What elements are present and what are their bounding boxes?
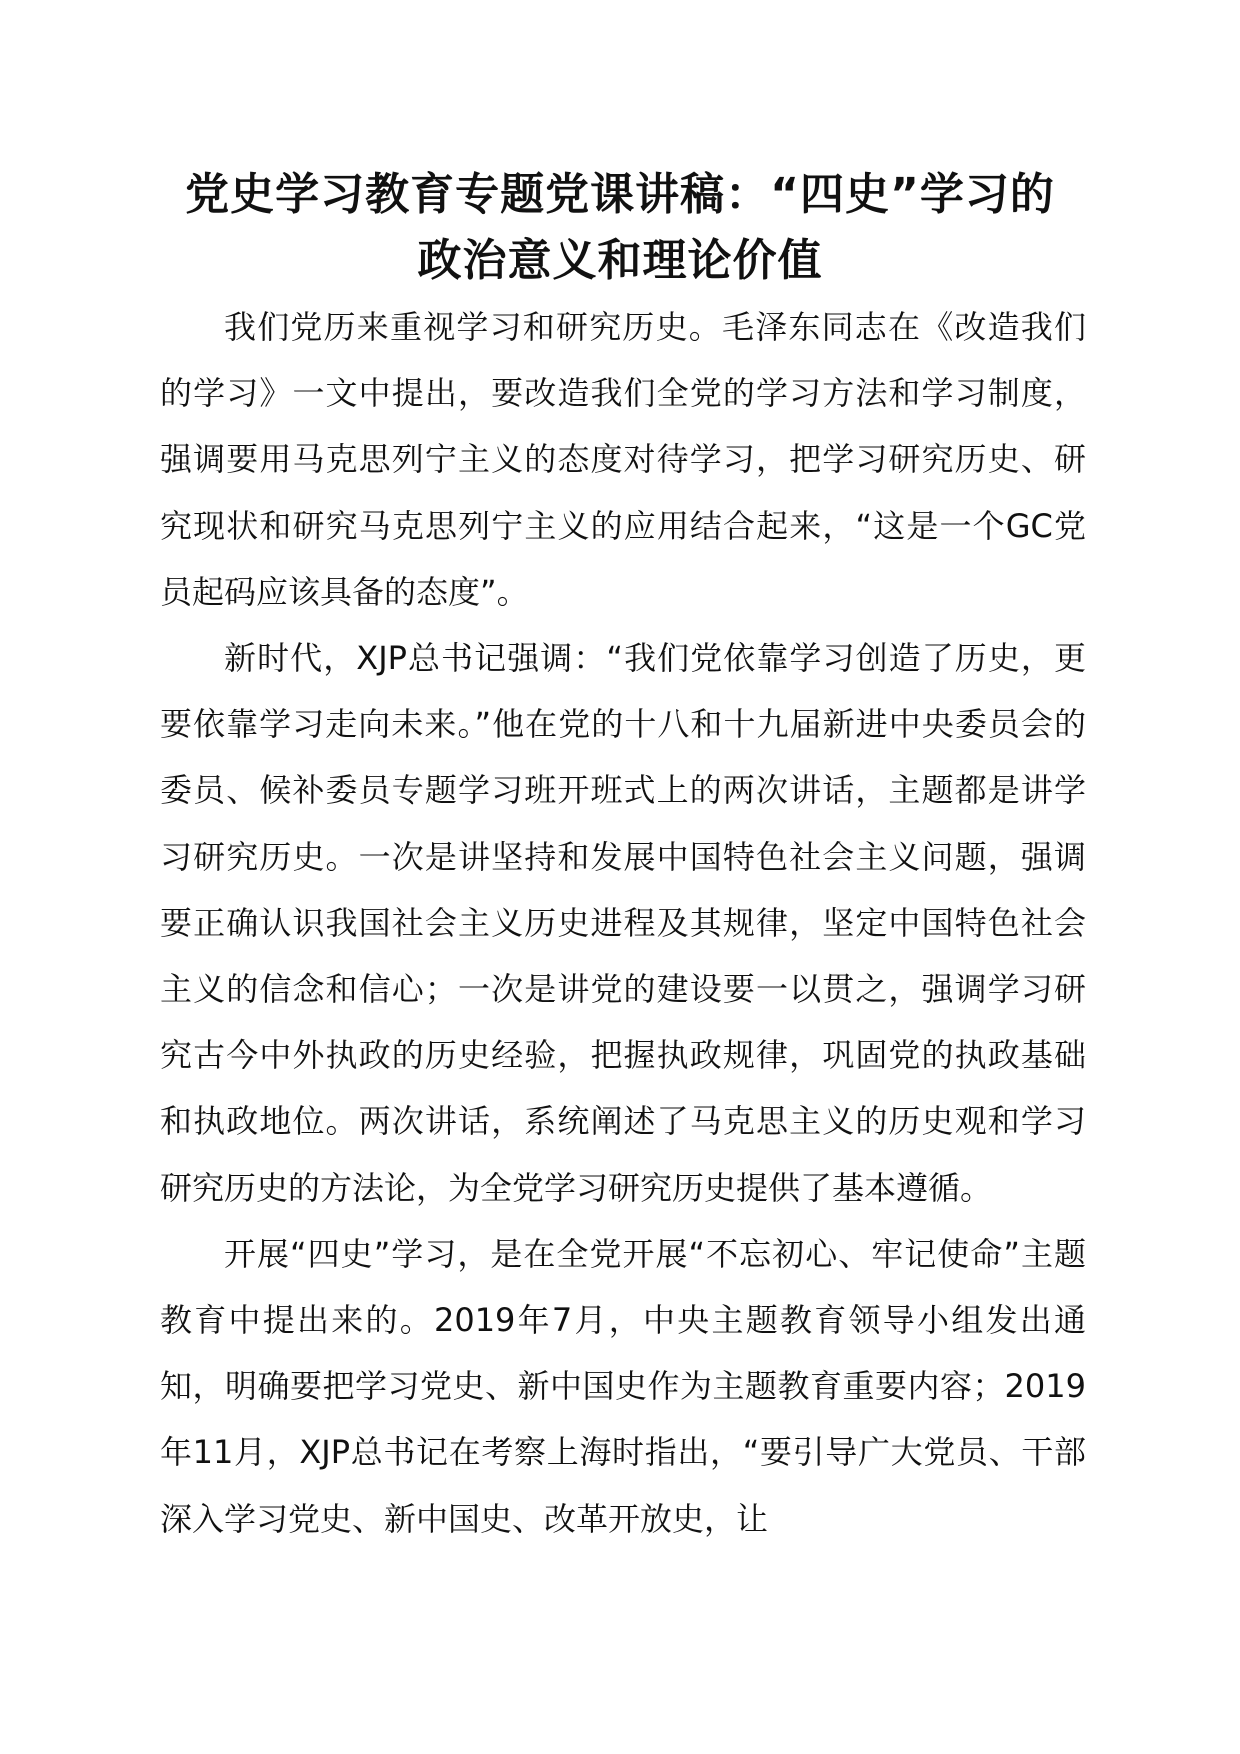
paragraph-3: 开展“四史”学习，是在全党开展“不忘初心、牢记使命”主题教育中提出来的。2019年7月，中央主题教育领导小组发出通知，明确要把学习党史、新中国史作为主题教育重要内容；2019年11月，XJP总书记在考察上海时指出，“要引导广大党员、干部深入学习党史、新中国史、改革开放史，让 [160, 1234, 1086, 1538]
title-line-2: 政治意义和理论价值 [417, 235, 823, 286]
document-body [160, 294, 1086, 1552]
paragraph-1: 我们党历来重视学习和研究历史。毛泽东同志在《改造我们的学习》一文中提出，要改造我们全党的学习方法和学习制度，强调要用马克思列宁主义的态度对待学习，把学习研究历史、研究现状和研究马克思列宁主义的应用结合起来，“这是一个GC党员起码应该具备的态度”。 [160, 308, 1086, 611]
title-line-1: 党史学习教育专题党课讲稿：“四史”学习的 [185, 169, 1055, 220]
paragraph-2: 新时代，XJP总书记强调：“我们党依靠学习创造了历史，更要依靠学习走向未来。”他在党的十八和十九届新进中央委员会的委员、候补委员专题学习班开班式上的两次讲话，主题都是讲学习研究历史。一次是讲坚持和发展中国特色社会主义问题，强调要正确认识我国社会主义历史进程及其规律，坚定中国特色社会主义的信念和信心；一次是讲党的建设要一以贯之，强调学习研究古今中外执政的历史经验，把握执政规律，巩固党的执政基础和执政地位。两次讲话，系统阐述了马克思主义的历史观和学习研究历史的方法论，为全党学习研究历史提供了基本遵循。 [160, 639, 1086, 1207]
document-title [150, 162, 1090, 294]
